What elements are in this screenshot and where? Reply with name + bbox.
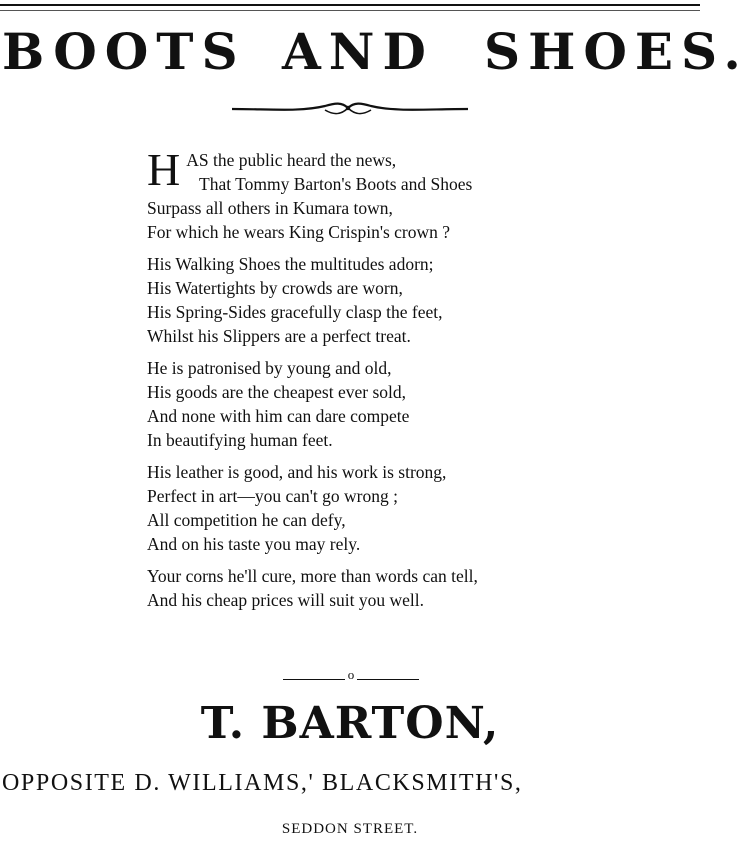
headline xyxy=(0,22,749,82)
poem-line: Perfect in art—you can't go wrong ; xyxy=(147,486,398,506)
advertiser-name: T. BARTON, xyxy=(200,698,500,749)
poem-line: And none with him can dare compete xyxy=(147,406,410,426)
headline-word-and: AND xyxy=(282,22,434,81)
advertiser-street: SEDDON STREET. xyxy=(281,821,419,837)
poem-line: His Spring-Sides gracefully clasp the feet, xyxy=(147,302,443,322)
section-divider xyxy=(283,667,419,686)
dropcap: H xyxy=(147,144,181,195)
poem-line: His leather is good, and his work is strong, xyxy=(147,462,447,482)
stanza-1 xyxy=(147,144,607,244)
poem-line: That Tommy Barton's Boots and Shoes xyxy=(199,174,473,194)
ornament-flourish-icon xyxy=(230,96,470,120)
stanza-2 xyxy=(147,252,607,348)
headline-word-boots: BOOTS xyxy=(2,22,246,81)
poem-line: Surpass all others in Kumara town, xyxy=(147,198,393,218)
poem-line: His Walking Shoes the multitudes adorn; xyxy=(147,254,434,274)
divider-mark: o xyxy=(347,667,355,682)
poem-line: He is patronised by young and old, xyxy=(147,358,392,378)
poem-line: AS the public heard the news, xyxy=(186,150,397,170)
stanza-3 xyxy=(147,356,607,452)
divider-rule-left xyxy=(283,679,345,680)
poem-line: And his cheap prices will suit you well. xyxy=(147,590,425,610)
headline-word-shoes: SHOES. xyxy=(484,22,749,81)
stanza-4 xyxy=(147,460,607,556)
divider-rule-right xyxy=(357,679,419,680)
poem-line: His Watertights by crowds are worn, xyxy=(147,278,403,298)
poem-line: His goods are the cheapest ever sold, xyxy=(147,382,407,402)
poem-line: All competition he can defy, xyxy=(147,510,346,530)
poem-line: Your corns he'll cure, more than words can tell, xyxy=(147,566,478,586)
poem-line: And on his taste you may rely. xyxy=(147,534,361,554)
advertiser-address: OPPOSITE D. WILLIAMS,' BLACKSMITH'S, xyxy=(2,770,523,796)
stanza-5 xyxy=(147,564,607,612)
poem-line: For which he wears King Crispin's crown ? xyxy=(147,222,451,242)
top-rule-thin xyxy=(0,10,700,11)
poem xyxy=(147,144,607,620)
poem-line: Whilst his Slippers are a perfect treat. xyxy=(147,326,411,346)
top-rule xyxy=(0,4,700,6)
poem-line: In beautifying human feet. xyxy=(147,430,333,450)
